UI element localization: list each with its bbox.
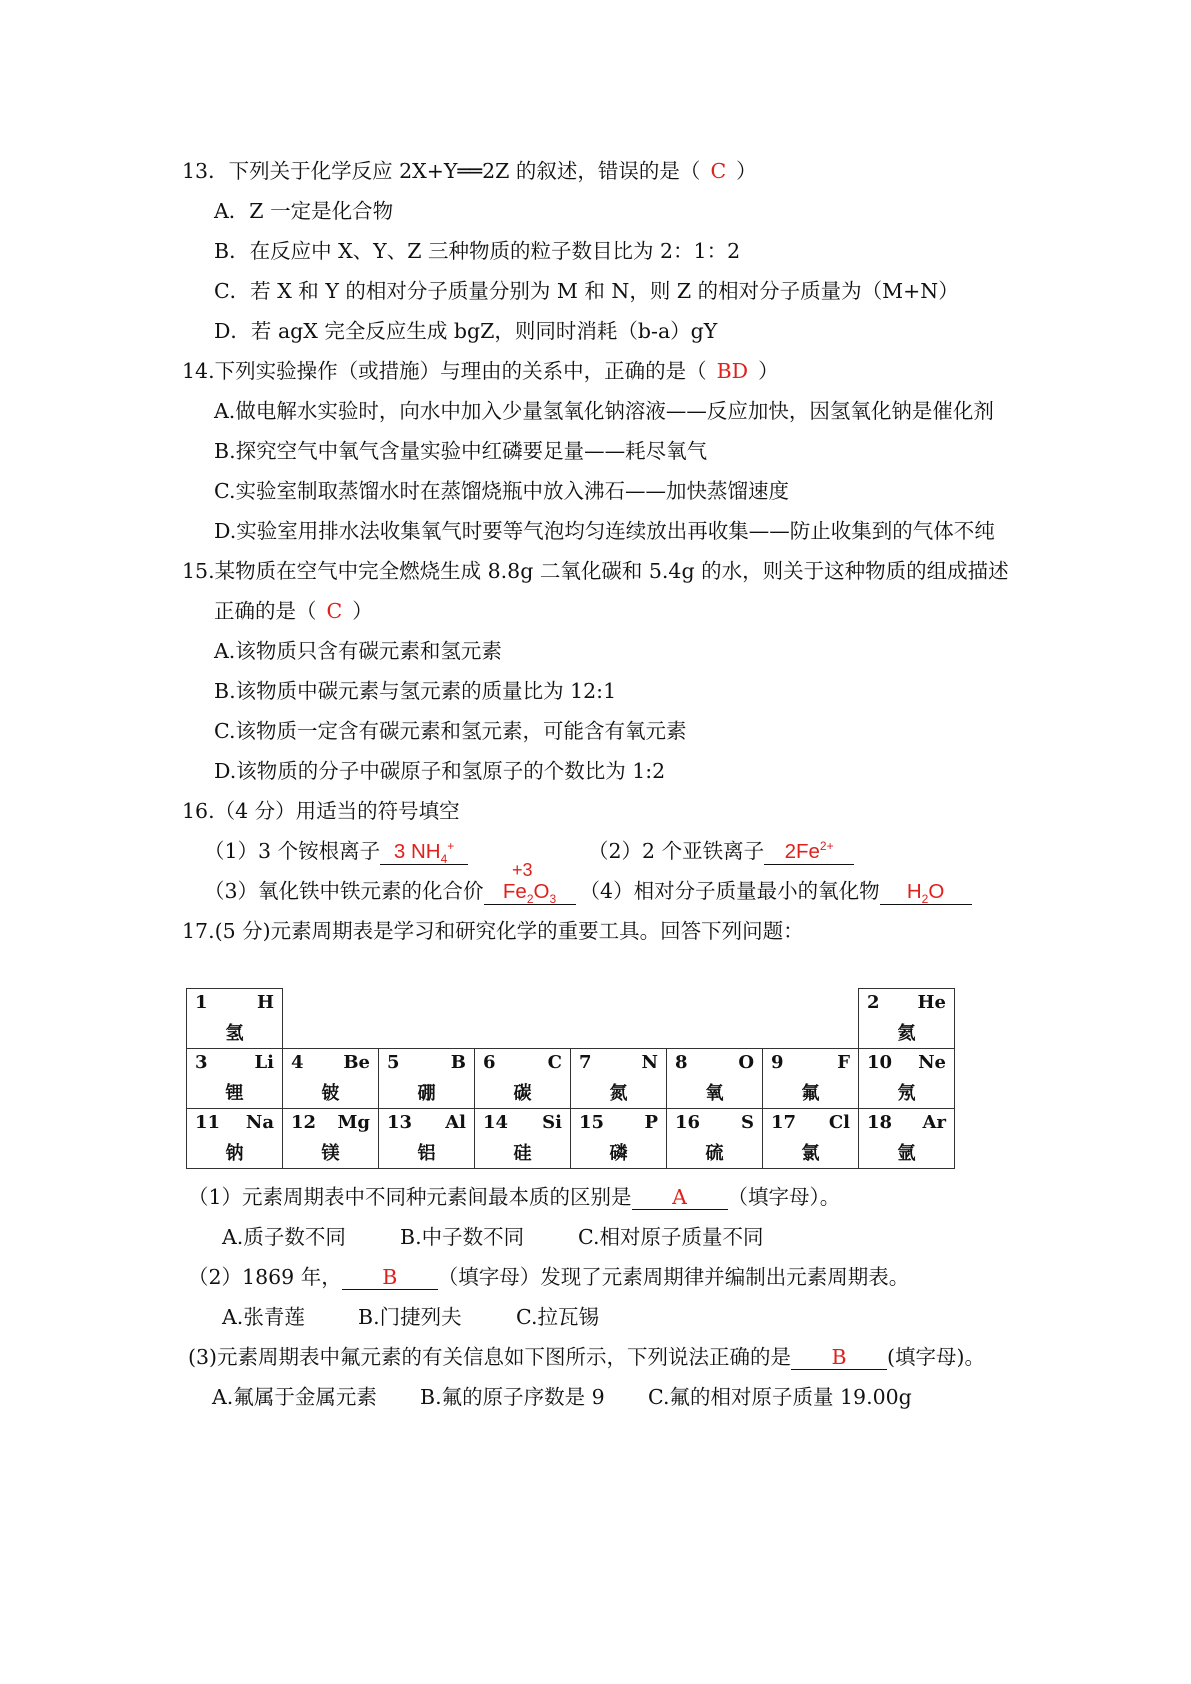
element-cell [570, 1048, 667, 1109]
element-cell [762, 1048, 859, 1109]
q16-part3: （3）氧化铁中铁元素的化合价 $Fe_2O_3$ （4）相对分子质量最小的氧化物 $H_2O$ [204, 877, 972, 905]
atomic-number: 11 [195, 1112, 221, 1133]
element-name: 氟 [801, 1083, 820, 1104]
q17-sub2-option-b: B.门捷列夫 [358, 1305, 462, 1329]
element-cell [282, 1108, 379, 1169]
element-cell [570, 1108, 667, 1169]
element-symbol: Si [542, 1112, 562, 1133]
element-name: 锂 [225, 1083, 244, 1104]
element-name: 氦 [897, 1023, 916, 1044]
element-name: 碳 [513, 1083, 532, 1104]
q14-option-a: A.做电解水实验时，向水中加入少量氢氧化钠溶液——反应加快，因氢氧化钠是催化剂 [214, 399, 994, 423]
q15-answer: C [326, 599, 343, 623]
element-symbol: Cl [828, 1112, 850, 1133]
element-symbol: Al [445, 1112, 466, 1133]
q17-sub3-option-b: B.氟的原子序数是 9 [420, 1385, 605, 1409]
element-name: 氮 [609, 1083, 628, 1104]
element-cell [858, 1108, 955, 1169]
element-symbol: O [738, 1052, 754, 1073]
q13-option-c: C．若 X 和 Y 的相对分子质量分别为 M 和 N，则 Z 的相对分子质量为（M+N） [214, 279, 959, 303]
element-symbol: Be [343, 1052, 370, 1073]
element-name: 硫 [705, 1143, 724, 1164]
q17-sub3-answer: B [791, 1345, 887, 1370]
q14-stem: 14.下列实验操作（或措施）与理由的关系中，正确的是（ BD ） [182, 359, 779, 383]
element-symbol: Ar [922, 1112, 946, 1133]
element-name: 氢 [225, 1023, 244, 1044]
element-symbol: Li [254, 1052, 274, 1073]
element-symbol: S [741, 1112, 754, 1133]
q13-option-d: D．若 agX 完全反应生成 bgZ，则同时消耗（b-a）gY [214, 319, 718, 343]
atomic-number: 5 [387, 1052, 400, 1073]
q13-answer: C [710, 159, 727, 183]
q17-sub3-option-c: C.氟的相对原子质量 19.00g [648, 1385, 912, 1409]
atomic-number: 3 [195, 1052, 208, 1073]
q13-stem: 13．下列关于化学反应 2X+Y══2Z 的叙述，错误的是（ C ） [182, 159, 757, 183]
q15-stem: 15.某物质在空气中完全燃烧生成 8.8g 二氧化碳和 5.4g 的水，则关于这种物质的组成描述 [182, 559, 1009, 583]
element-symbol: H [256, 992, 274, 1013]
q17-sub3: (3)元素周期表中氟元素的有关信息如下图所示，下列说法正确的是 B (填字母)。 [188, 1345, 986, 1369]
atomic-number: 1 [195, 992, 208, 1013]
q17-stem: 17.(5 分)元素周期表是学习和研究化学的重要工具。回答下列问题： [182, 919, 804, 943]
q15-option-c: C.该物质一定含有碳元素和氢元素，可能含有氧元素 [214, 719, 687, 743]
atomic-number: 15 [579, 1112, 605, 1133]
element-name: 氖 [897, 1083, 916, 1104]
element-symbol: B [450, 1052, 466, 1073]
atomic-number: 4 [291, 1052, 304, 1073]
q16-valence-mark: +3 [512, 860, 533, 880]
element-name: 铝 [417, 1143, 436, 1164]
atomic-number: 10 [867, 1052, 893, 1073]
element-name: 硅 [513, 1143, 532, 1164]
element-symbol: C [547, 1052, 562, 1073]
periodic-table [186, 988, 954, 1169]
element-name: 铍 [321, 1083, 340, 1104]
q16-part1: （1）3 个铵根离子 3 $NH_4^+$ [204, 837, 468, 865]
q16-answer2: $2Fe^{2+}$ [764, 839, 854, 865]
q16-answer1: 3 $NH_4^+$ [380, 839, 468, 865]
q17-sub1-answer: A [632, 1185, 728, 1210]
q15-option-b: B.该物质中碳元素与氢元素的质量比为 12:1 [214, 679, 617, 703]
element-cell [186, 1108, 283, 1169]
q17-sub2-option-c: C.拉瓦锡 [516, 1305, 599, 1329]
q13-option-b: B．在反应中 X、Y、Z 三种物质的粒子数目比为 2：1：2 [214, 239, 741, 263]
element-cell [186, 1048, 283, 1109]
element-cell [186, 988, 283, 1049]
q16-answer3: $Fe_2O_3$ [484, 879, 576, 905]
atomic-number: 9 [771, 1052, 784, 1073]
element-symbol: N [641, 1052, 658, 1073]
element-cell [474, 1108, 571, 1169]
atomic-number: 12 [291, 1112, 317, 1133]
q15-stem-continued: 正确的是（ C ） [214, 599, 373, 623]
q17-sub3-option-a: A.氟属于金属元素 [212, 1385, 377, 1409]
element-name: 氯 [801, 1143, 820, 1164]
q16-answer4: $H_2O$ [880, 879, 972, 905]
element-cell [378, 1108, 475, 1169]
element-name: 钠 [225, 1143, 244, 1164]
q16-part2: （2）2 个亚铁离子 $2Fe^{2+}$ [588, 837, 854, 865]
element-name: 氧 [705, 1083, 724, 1104]
atomic-number: 2 [867, 992, 880, 1013]
element-cell [666, 1108, 763, 1169]
q17-sub2-answer: B [342, 1265, 438, 1290]
q13-option-a: A．Z 一定是化合物 [214, 199, 394, 223]
element-symbol: Ne [918, 1052, 946, 1073]
element-cell [858, 1048, 955, 1109]
q14-option-b: B.探究空气中氧气含量实验中红磷要足量——耗尽氧气 [214, 439, 708, 463]
element-cell [762, 1108, 859, 1169]
element-name: 磷 [609, 1143, 628, 1164]
atomic-number: 17 [771, 1112, 797, 1133]
q14-option-c: C.实验室制取蒸馏水时在蒸馏烧瓶中放入沸石——加快蒸馏速度 [214, 479, 789, 503]
q16-stem: 16.（4 分）用适当的符号填空 [182, 799, 460, 823]
element-symbol: P [644, 1112, 658, 1133]
element-symbol: Na [245, 1112, 274, 1133]
atomic-number: 13 [387, 1112, 413, 1133]
element-name: 镁 [321, 1143, 340, 1164]
element-symbol: Mg [337, 1112, 370, 1133]
q17-sub1: （1）元素周期表中不同种元素间最本质的区别是 A （填字母）。 [188, 1185, 841, 1209]
q15-option-d: D.该物质的分子中碳原子和氢原子的个数比为 1:2 [214, 759, 666, 783]
element-cell [474, 1048, 571, 1109]
element-cell [666, 1048, 763, 1109]
element-symbol: F [837, 1052, 850, 1073]
element-cell [858, 988, 955, 1049]
atomic-number: 6 [483, 1052, 496, 1073]
q15-option-a: A.该物质只含有碳元素和氢元素 [214, 639, 502, 663]
atomic-number: 14 [483, 1112, 509, 1133]
element-symbol: He [917, 992, 946, 1013]
element-cell [282, 1048, 379, 1109]
element-name: 硼 [417, 1083, 436, 1104]
element-name: 氩 [897, 1143, 916, 1164]
atomic-number: 8 [675, 1052, 688, 1073]
atomic-number: 16 [675, 1112, 701, 1133]
q17-sub1-option-a: A.质子数不同 [222, 1225, 346, 1249]
q17-sub2: （2）1869 年， B （填字母）发现了元素周期律并编制出元素周期表。 [188, 1265, 910, 1289]
element-cell [378, 1048, 475, 1109]
q17-sub1-option-c: C.相对原子质量不同 [578, 1225, 764, 1249]
atomic-number: 7 [579, 1052, 592, 1073]
q14-option-d: D.实验室用排水法收集氧气时要等气泡均匀连续放出再收集——防止收集到的气体不纯 [214, 519, 995, 543]
atomic-number: 18 [867, 1112, 893, 1133]
q14-answer: BD [716, 359, 749, 383]
q17-sub2-option-a: A.张青莲 [222, 1305, 305, 1329]
q17-sub1-option-b: B.中子数不同 [400, 1225, 525, 1249]
